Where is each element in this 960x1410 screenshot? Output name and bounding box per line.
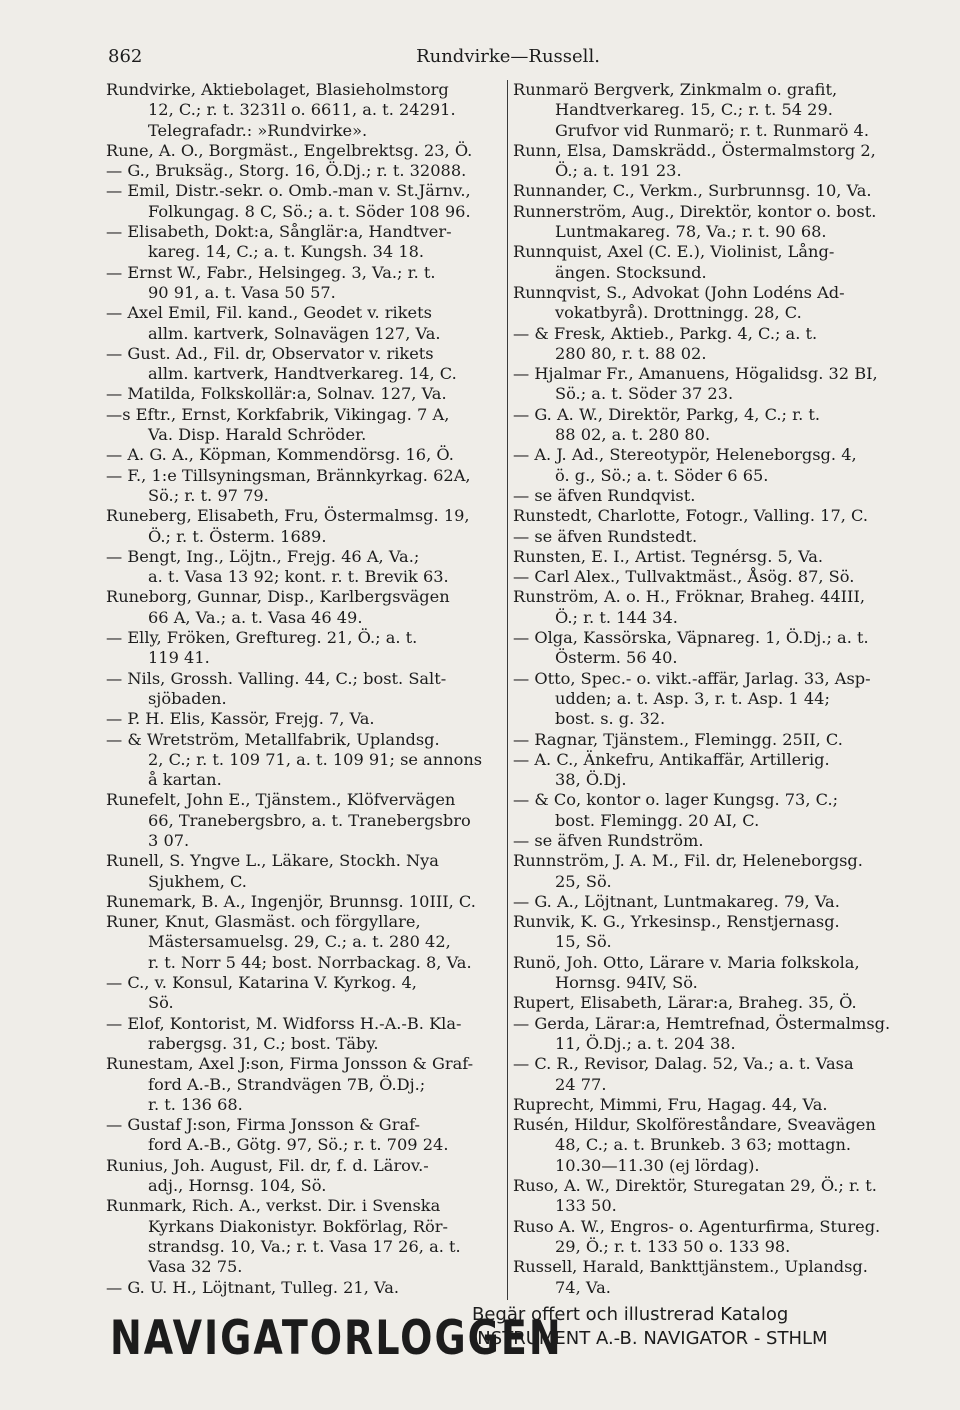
running-title: Rundvirke—Russell. [416, 46, 600, 67]
directory-entry-line: Runström, A. o. H., Fröknar, Braheg. 44III, [513, 587, 865, 607]
directory-entry-line: — Carl Alex., Tullvaktmäst., Åsög. 87, Sö. [513, 567, 855, 587]
directory-entry-line: — Gust. Ad., Fil. dr, Observator v. rikets [106, 343, 434, 363]
directory-entry-line: — C., v. Konsul, Katarina V. Kyrkog. 4, [106, 973, 417, 993]
directory-entry-line: Sö. [148, 993, 174, 1013]
directory-entry-line: ford A.-B., Strandvägen 7B, Ö.Dj.; [148, 1074, 426, 1094]
directory-entry-line: Runn, Elsa, Damskrädd., Östermalmstorg 2, [513, 140, 876, 160]
directory-entry-line: 66 A, Va.; a. t. Vasa 46 49. [148, 607, 363, 627]
directory-entry-line: Runnström, J. A. M., Fil. dr, Heleneborgsg. [513, 851, 863, 871]
directory-entry-line: Runestam, Axel J:son, Firma Jonsson & Graf- [106, 1054, 474, 1074]
directory-entry-line: Sö.; r. t. 97 79. [148, 485, 269, 505]
directory-entry-line: 15, Sö. [555, 932, 612, 952]
directory-entry-line: strandsg. 10, Va.; r. t. Vasa 17 26, a. t. [148, 1236, 461, 1256]
page-number: 862 [108, 46, 143, 67]
directory-entry-line: Ruso, A. W., Direktör, Sturegatan 29, Ö.; r. t. [513, 1176, 877, 1196]
directory-entry-line: — Gerda, Lärar:a, Hemtrefnad, Östermalmsg. [513, 1013, 891, 1033]
directory-entry-line: adj., Hornsg. 104, Sö. [148, 1176, 327, 1196]
directory-entry-line: — & Wretström, Metallfabrik, Uplandsg. [106, 729, 440, 749]
directory-entry-line: — Axel Emil, Fil. kand., Geodet v. rikets [106, 303, 432, 323]
directory-entry-line: Rundvirke, Aktiebolaget, Blasieholmstorg [106, 80, 449, 99]
advert-line-1: Begär offert och illustrerad Katalog [472, 1304, 789, 1325]
directory-entry-line: — se äfven Rundqvist. [513, 485, 696, 505]
directory-entry-line: sjöbaden. [148, 688, 227, 708]
directory-entry-line: — & Co, kontor o. lager Kungsg. 73, C.; [513, 790, 839, 810]
directory-entry-line: Hornsg. 94IV, Sö. [555, 973, 698, 993]
directory-entry-line: — Matilda, Folkskollär:a, Solnav. 127, Va. [106, 384, 447, 404]
directory-entry-line: Österm. 56 40. [555, 648, 678, 668]
directory-entry-line: 12, C.; r. t. 3231l o. 6611, a. t. 24291. [148, 100, 456, 120]
directory-entry-line: — Bengt, Ing., Löjtn., Frejg. 46 A, Va.; [106, 546, 420, 566]
directory-entry-line: r. t. Norr 5 44; bost. Norrbackag. 8, Va. [148, 952, 472, 972]
directory-entry-line: Vasa 32 75. [148, 1257, 243, 1277]
directory-entry-line: Rusén, Hildur, Skolföreståndare, Sveavägen [513, 1115, 876, 1135]
directory-entry-line: Telegrafadr.: »Rundvirke». [148, 120, 368, 140]
directory-entry-line: Folkungag. 8 C, Sö.; a. t. Söder 108 96. [148, 201, 471, 221]
directory-entry-line: — Ernst W., Fabr., Helsingeg. 3, Va.; r. t. [106, 262, 436, 282]
directory-entry-line: rabergsg. 31, C.; bost. Täby. [148, 1033, 379, 1053]
directory-entry-line: 38, Ö.Dj. [555, 770, 627, 790]
directory-entry-line: 133 50. [555, 1196, 617, 1216]
directory-entry-line: — A. G. A., Köpman, Kommendörsg. 16, Ö. [106, 445, 454, 465]
directory-entry-line: Runö, Joh. Otto, Lärare v. Maria folkskola, [513, 952, 860, 972]
directory-entry-line: — Elof, Kontorist, M. Widforss H.-A.-B. Kla- [106, 1013, 462, 1033]
right-column [513, 80, 933, 1298]
directory-entry-line: — G., Bruksäg., Storg. 16, Ö.Dj.; r. t. 32088. [106, 161, 467, 181]
directory-entry-line: — & Fresk, Aktieb., Parkg. 4, C.; a. t. [513, 323, 818, 343]
advert-logo: NAVIGATORLOGGEN [110, 1310, 563, 1365]
directory-entry-line: kareg. 14, C.; a. t. Kungsh. 34 18. [148, 242, 425, 262]
directory-entry-line: 88 02, a. t. 280 80. [555, 425, 711, 445]
directory-entry-line: — Elisabeth, Dokt:a, Sånglär:a, Handtver- [106, 222, 452, 242]
directory-entry-line: Russell, Harald, Bankttjänstem., Uplandsg. [513, 1257, 868, 1277]
directory-entry-line: — Emil, Distr.-sekr. o. Omb.-man v. St.Järnv., [106, 181, 471, 201]
directory-entry-line: bost. Flemingg. 20 AI, C. [555, 810, 760, 830]
directory-entry-line: 10.30—11.30 (ej lördag). [555, 1155, 760, 1175]
directory-entry-line: — se äfven Rundström. [513, 830, 704, 850]
directory-entry-line: ö. g., Sö.; a. t. Söder 6 65. [555, 465, 769, 485]
directory-entry-line: ford A.-B., Götg. 97, Sö.; r. t. 709 24. [148, 1135, 449, 1155]
directory-entry-line: allm. kartverk, Solnavägen 127, Va. [148, 323, 441, 343]
directory-entry-line: 280 80, r. t. 88 02. [555, 343, 707, 363]
directory-entry-line: Runnqvist, S., Advokat (John Lodéns Ad- [513, 282, 845, 302]
advertisement [110, 1300, 940, 1365]
directory-entry-line: 29, Ö.; r. t. 133 50 o. 133 98. [555, 1236, 791, 1256]
directory-entry-line: Runnquist, Axel (C. E.), Violinist, Lång- [513, 242, 835, 262]
directory-entry-line: Runer, Knut, Glasmäst. och förgyllare, [106, 912, 421, 932]
directory-entry-line: å kartan. [148, 770, 222, 790]
directory-entry-line: — G. A., Löjtnant, Luntmakareg. 79, Va. [513, 891, 840, 911]
directory-entry-line: 90 91, a. t. Vasa 50 57. [148, 282, 336, 302]
directory-entry-line: 25, Sö. [555, 871, 612, 891]
directory-entry-line: — A. J. Ad., Stereotypör, Heleneborgsg. 4, [513, 445, 857, 465]
directory-entry-line: Runell, S. Yngve L., Läkare, Stockh. Nya [106, 851, 439, 871]
directory-entry-line: 2, C.; r. t. 109 71, a. t. 109 91; se annons [148, 749, 483, 769]
directory-entry-line: — G. A. W., Direktör, Parkg, 4, C.; r. t. [513, 404, 821, 424]
directory-entry-line: Kyrkans Diakonistyr. Bokförlag, Rör- [148, 1216, 448, 1236]
directory-entry-line: — Nils, Grossh. Valling. 44, C.; bost. Salt- [106, 668, 447, 688]
directory-entry-line: vokatbyrå). Drottningg. 28, C. [555, 303, 802, 323]
directory-entry-line: Sjukhem, C. [148, 871, 247, 891]
directory-entry-line: 74, Va. [555, 1277, 611, 1297]
directory-entry-line: — se äfven Rundstedt. [513, 526, 698, 546]
directory-entry-line: Runstedt, Charlotte, Fotogr., Valling. 17, C. [513, 506, 868, 526]
directory-entry-line: — Elly, Fröken, Greftureg. 21, Ö.; a. t. [106, 628, 418, 648]
directory-entry-line: Runnander, C., Verkm., Surbrunnsg. 10, Va. [513, 181, 872, 201]
directory-entry-line: Mästersamuelsg. 29, C.; a. t. 280 42, [148, 932, 451, 952]
directory-entry-line: — Gustaf J:son, Firma Jonsson & Graf- [106, 1115, 420, 1135]
directory-entry-line: a. t. Vasa 13 92; kont. r. t. Brevik 63. [148, 567, 449, 587]
directory-entry-line: — F., 1:e Tillsyningsman, Brännkyrkag. 62A, [106, 465, 471, 485]
directory-entry-line: Ruprecht, Mimmi, Fru, Hagag. 44, Va. [513, 1094, 828, 1114]
directory-entry-line: Ruso A. W., Engros- o. Agenturfirma, Stureg. [513, 1216, 881, 1236]
directory-entry-line: Handtverkareg. 15, C.; r. t. 54 29. [555, 100, 833, 120]
directory-entry-line: — Hjalmar Fr., Amanuens, Högalidsg. 32 BI, [513, 364, 878, 384]
directory-entry-line: ängen. Stocksund. [555, 262, 707, 282]
directory-entry-line: 3 07. [148, 830, 190, 850]
directory-entry-line: Rupert, Elisabeth, Lärar:a, Braheg. 35, Ö. [513, 993, 857, 1013]
directory-entry-line: 119 41. [148, 648, 210, 668]
directory-entry-line: 48, C.; a. t. Brunkeb. 3 63; mottagn. [555, 1135, 852, 1155]
directory-entry-line: 66, Tranebergsbro, a. t. Tranebergsbro [148, 810, 471, 830]
directory-entry-line: 11, Ö.Dj.; a. t. 204 38. [555, 1033, 736, 1053]
column-divider [507, 80, 508, 1300]
directory-entry-line: r. t. 136 68. [148, 1094, 243, 1114]
directory-entry-line: udden; a. t. Asp. 3, r. t. Asp. 1 44; [555, 688, 830, 708]
directory-entry-line: — Ragnar, Tjänstem., Flemingg. 25II, C. [513, 729, 843, 749]
directory-entry-line: Runius, Joh. August, Fil. dr, f. d. Lärov.- [106, 1155, 429, 1175]
left-column [106, 80, 506, 1298]
directory-entry-line: Rune, A. O., Borgmäst., Engelbrektsg. 23, Ö. [106, 140, 473, 160]
directory-entry-line: — G. U. H., Löjtnant, Tulleg. 21, Va. [106, 1277, 399, 1297]
directory-entry-line: Runefelt, John E., Tjänstem., Klöfvervägen [106, 790, 456, 810]
directory-entry-line: — A. C., Änkefru, Antikaffär, Artillerig. [513, 749, 830, 769]
directory-entry-line: — Otto, Spec.- o. vikt.-affär, Jarlag. 33, Asp- [513, 668, 871, 688]
directory-entry-line: — C. R., Revisor, Dalag. 52, Va.; a. t. Vasa [513, 1054, 854, 1074]
directory-entry-line: Runmarö Bergverk, Zinkmalm o. grafit, [513, 80, 838, 99]
directory-entry-line: — P. H. Elis, Kassör, Frejg. 7, Va. [106, 709, 375, 729]
directory-entry-line: allm. kartverk, Handtverkareg. 14, C. [148, 364, 457, 384]
page-header [108, 46, 908, 76]
directory-entry-line: Runemark, B. A., Ingenjör, Brunnsg. 10III, C. [106, 891, 476, 911]
advert-line-2: INSTRUMENT A.-B. NAVIGATOR - STHLM [472, 1328, 828, 1349]
directory-entry-line: Grufvor vid Runmarö; r. t. Runmarö 4. [555, 120, 869, 140]
directory-entry-line: Va. Disp. Harald Schröder. [148, 425, 367, 445]
directory-entry-line: Ö.; a. t. 191 23. [555, 161, 682, 181]
directory-entry-line: Runmark, Rich. A., verkst. Dir. i Svenska [106, 1196, 441, 1216]
directory-entry-line: Ö.; r. t. Österm. 1689. [148, 526, 327, 546]
directory-entry-line: Runvik, K. G., Yrkesinsp., Renstjernasg. [513, 912, 840, 932]
directory-entry-line: Ö.; r. t. 144 34. [555, 607, 678, 627]
directory-entry-line: Runeberg, Elisabeth, Fru, Östermalmsg. 19, [106, 506, 470, 526]
directory-entry-line: —s Eftr., Ernst, Korkfabrik, Vikingag. 7 A, [106, 404, 450, 424]
directory-entry-line: 24 77. [555, 1074, 607, 1094]
directory-entry-line: Runsten, E. I., Artist. Tegnérsg. 5, Va. [513, 546, 824, 566]
directory-entry-line: — Olga, Kassörska, Väpnareg. 1, Ö.Dj.; a. t. [513, 628, 869, 648]
directory-entry-line: Runnerström, Aug., Direktör, kontor o. bost. [513, 201, 877, 221]
directory-entry-line: bost. s. g. 32. [555, 709, 666, 729]
directory-entry-line: Luntmakareg. 78, Va.; r. t. 90 68. [555, 222, 827, 242]
directory-entry-line: Sö.; a. t. Söder 37 23. [555, 384, 734, 404]
directory-entry-line: Runeborg, Gunnar, Disp., Karlbergsvägen [106, 587, 450, 607]
